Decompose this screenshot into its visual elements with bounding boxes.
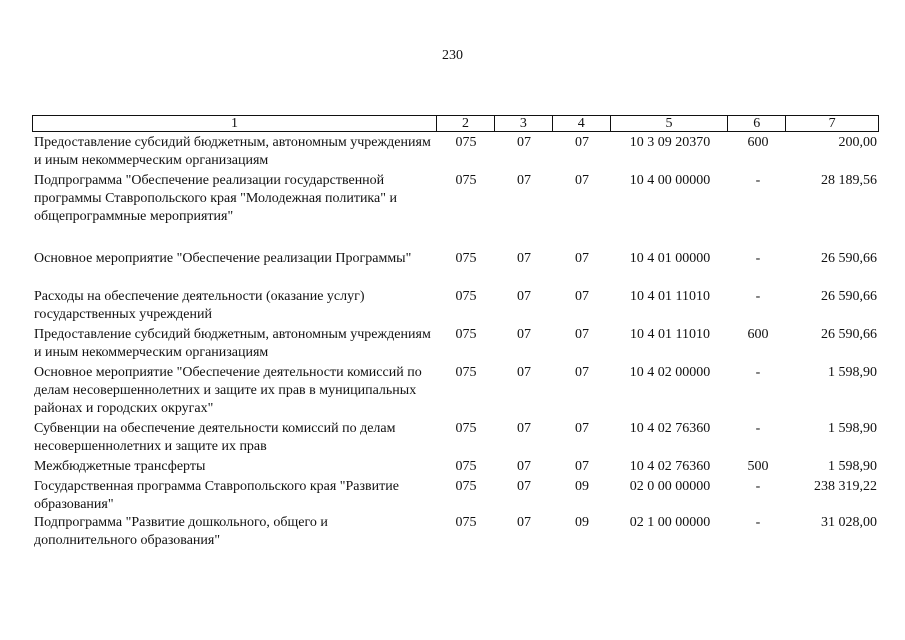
row-name: Предоставление субсидий бюджетным, автономным учреждениям и иным некоммерческим организациям [34,327,431,360]
header-col-4: 4 [553,116,611,131]
row-col-3: 07 [517,421,531,436]
table-body [32,134,879,552]
row-col-7: 1 598,90 [828,421,877,436]
row-col-2: 075 [455,515,477,530]
row-name: Основное мероприятие "Обеспечение деятельности комиссий по делам несовершеннолетних и защите их прав в муниципальных районах и городских округах" [34,365,422,416]
row-col-5: 10 4 01 11010 [630,327,710,342]
header-col-3: 3 [495,116,553,131]
row-col-4: 07 [575,251,589,266]
header-col-5: 5 [611,116,729,131]
row-col-3: 07 [517,365,531,380]
row-col-3: 07 [517,515,531,530]
row-col-5: 10 4 02 76360 [629,421,711,436]
row-name: Государственная программа Ставропольского края "Развитие образования" [34,479,399,512]
row-col-7: 26 590,66 [821,327,877,342]
row-col-5: 10 4 01 00000 [629,251,711,266]
table-row [32,172,879,250]
row-col-6: 600 [747,135,769,150]
row-col-7: 1 598,90 [828,365,877,380]
row-col-4: 09 [575,479,589,494]
row-col-2: 075 [455,459,477,474]
row-col-6: - [755,173,761,188]
row-name: Межбюджетные трансферты [34,459,206,474]
row-col-4: 07 [575,421,589,436]
row-name: Основное мероприятие "Обеспечение реализации Программы" [34,251,412,266]
row-col-5: 10 4 02 76360 [629,459,711,474]
row-col-2: 075 [455,479,477,494]
row-col-2: 075 [455,135,477,150]
row-col-4: 07 [575,327,589,342]
row-col-4: 07 [575,365,589,380]
header-col-7: 7 [828,116,836,131]
row-col-3: 07 [517,251,531,266]
table-row [32,458,879,478]
table-row [32,326,879,364]
row-col-5: 10 4 02 00000 [629,365,711,380]
row-col-3: 07 [517,135,531,150]
row-col-2: 075 [455,365,477,380]
row-col-3: 07 [517,173,531,188]
row-col-7: 238 319,22 [814,479,877,494]
header-col-2: 2 [437,116,495,131]
row-col-6: - [755,421,761,436]
row-col-6: - [755,251,761,266]
row-col-6: 600 [747,327,769,342]
row-name: Подпрограмма "Обеспечение реализации государственной программы Ставропольского края "Молодежная политика" и общепрограммные мероприятия" [34,173,397,224]
row-col-5: 10 4 00 00000 [629,173,711,188]
row-col-4: 07 [575,173,589,188]
table-row [32,250,879,288]
row-col-7: 31 028,00 [821,515,877,530]
row-col-2: 075 [455,251,477,266]
table-row [32,364,879,420]
row-col-3: 07 [517,289,531,304]
table-row [32,134,879,172]
row-col-3: 07 [517,327,531,342]
row-col-7: 28 189,56 [821,173,877,188]
row-col-4: 07 [575,459,589,474]
row-col-5: 02 0 00 00000 [629,479,711,494]
row-col-6: - [755,289,761,304]
table-header [32,115,879,132]
row-col-7: 26 590,66 [821,251,877,266]
row-col-5: 10 3 09 20370 [629,135,711,150]
header-col-6: 6 [728,116,786,131]
row-col-2: 075 [455,289,477,304]
row-col-2: 075 [455,173,477,188]
row-col-7: 200,00 [838,135,877,150]
row-name: Предоставление субсидий бюджетным, автономным учреждениям и иным некоммерческим организациям [34,135,431,168]
row-name: Субвенции на обеспечение деятельности комиссий по делам несовершеннолетних и защите их прав [34,421,396,454]
row-col-7: 1 598,90 [828,459,877,474]
row-col-5: 10 4 01 11010 [630,289,710,304]
table-row [32,288,879,326]
header-col-1: 1 [33,116,437,131]
row-col-6: 500 [747,459,769,474]
row-col-6: - [755,365,761,380]
row-col-4: 07 [575,289,589,304]
row-col-6: - [755,479,761,494]
row-name: Подпрограмма "Развитие дошкольного, общего и дополнительного образования" [34,515,328,548]
page-number: 230 [442,48,463,63]
row-col-6: - [755,515,761,530]
table-row [32,420,879,458]
row-col-5: 02 1 00 00000 [629,515,711,530]
table-row [32,514,879,552]
row-col-2: 075 [455,421,477,436]
row-col-4: 09 [575,515,589,530]
table-row [32,478,879,514]
row-col-3: 07 [517,459,531,474]
row-col-4: 07 [575,135,589,150]
row-col-3: 07 [517,479,531,494]
row-col-7: 26 590,66 [821,289,877,304]
row-name: Расходы на обеспечение деятельности (оказание услуг) государственных учреждений [34,289,365,322]
row-col-2: 075 [455,327,477,342]
